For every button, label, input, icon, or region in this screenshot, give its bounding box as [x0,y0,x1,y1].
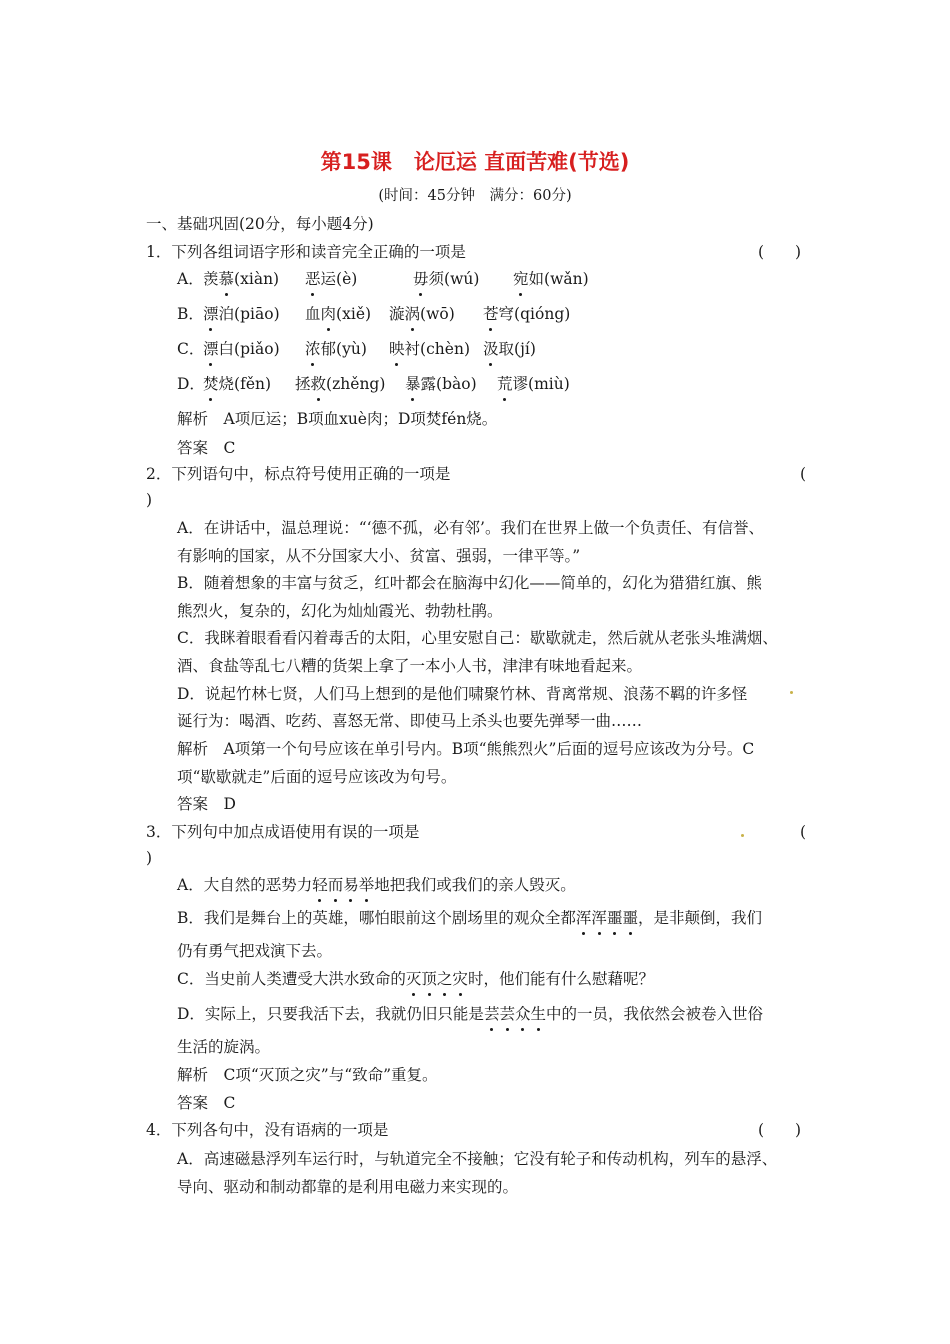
word-char: í [524,340,530,358]
emphasis-char: 芸 [483,1005,500,1023]
word-char: n [572,270,583,288]
q3-answer: 答案 C [177,1094,236,1112]
word-char: h [434,340,445,358]
word-char: c [426,340,435,358]
word-char: 荒 [497,375,513,393]
emphasis-char: 灭 [405,970,422,988]
word-char: ) [273,340,280,358]
word-char: g [369,375,380,393]
word-char: 宛 [513,270,529,288]
word-char: ) [529,340,536,358]
emphasis-char: 芸 [499,1005,515,1023]
dotted-idiom [312,876,374,894]
word-char: n [544,305,555,323]
q2-answer: 答案 D [177,795,236,813]
word-char: i [250,340,255,358]
page-title [0,148,950,176]
emphasis-char: 众 [514,1005,531,1023]
word-char: ) [265,375,272,393]
text-span: A．大自然的恶势力 [177,876,313,894]
word-char: ( [336,305,343,323]
word-char: g [554,305,565,323]
q2-line: 熊烈火，复杂的，幻化为灿灿霞光、勃勃杜鹃。 [177,602,503,620]
dotted-idiom [406,970,468,988]
text-span: 地把我们或我们的亲人毁灭。 [374,876,576,894]
word-char: i [248,270,254,288]
word-char: 郁 [320,340,337,358]
word-char: ) [564,305,571,323]
word-char: 毋 [413,270,429,288]
q2-analysis-cont: 项“歇歇就走”后面的逗号应该改为句号。 [177,768,457,786]
option-word [413,268,479,290]
word-char: n [359,375,370,393]
word-char: 拯 [295,375,311,393]
q2-line: C．我眯着眼看看闪着毒舌的太阳，心里安慰自己：歇歇就走，然后就从老张头堆满烟、 [177,629,778,647]
text-span: C．当史前人类遭受大洪水致命的 [177,970,406,988]
q1-analysis: 解析 A项厄运；B项血xuè肉；D项焚fén烧。 [177,410,498,428]
word-char: ǎ [255,340,265,358]
emphasis-char: 举 [358,876,375,894]
q1-stem: 1．下列各组词语字形和读音完全正确的一项是 [146,243,466,261]
option-label: D． [177,375,205,393]
word-char: 衬 [404,340,421,358]
word-char: 慕 [218,270,235,288]
option-word [497,373,570,395]
word-char: 露 [420,375,437,393]
word-char: ( [444,270,451,288]
option-word [203,268,279,290]
word-char: i [548,375,554,393]
q3-option-b-cont: 仍有勇气把戏演下去。 [177,942,333,960]
dotted-idiom [576,909,638,927]
emphasis-char: 浑 [591,909,607,927]
q2-analysis: 解析 A项第一个句号应该在单引号内。B项“熊熊烈火”后面的逗号应该改为分号。C [177,740,755,758]
text-span: D．实际上，只要我活下去，我就仍旧只能是 [177,1005,484,1023]
emphasis-char: 易 [343,876,359,894]
q2-stem: 2．下列语句中，标点符号使用正确的一项是 [146,465,451,483]
option-label: B． [177,305,204,323]
emphasis-char: 噩 [606,909,623,927]
word-char: ( [514,305,521,323]
word-char: è [342,270,352,288]
q4-answer-blank: ( ) [758,1121,802,1139]
option-word [513,268,589,290]
text-span: ，是非颠倒，我们 [637,909,762,927]
word-char: w [550,270,564,288]
word-char: b [442,375,453,393]
word-char: n [255,375,266,393]
word-char: ( [420,305,427,323]
word-char: ó [535,305,545,323]
q2-line: A．在讲话中，温总理说：“‘德不孤，必有邻’。我们在世界上做一个负责任、有信誉、 [177,519,764,537]
word-char: ( [234,305,241,323]
word-char: ( [436,375,443,393]
lesson-title: 论厄运 直面苦难(节选) [413,150,630,174]
word-char: 救 [310,375,327,393]
q4-option-a-cont: 导向、驱动和制动都靠的是利用电磁力来实现的。 [177,1178,519,1196]
word-char: 漩 [389,305,405,323]
word-char: z [332,375,341,393]
word-char: à [452,375,462,393]
word-char: ) [463,340,470,358]
word-char: 白 [218,340,235,358]
word-char: ( [336,340,343,358]
word-char: ( [234,340,241,358]
option-label: A． [177,270,204,288]
option-word [389,303,455,325]
word-char: m [534,375,549,393]
text-span: 中的一员，我依然会被卷入世俗 [546,1005,764,1023]
option-word [295,373,385,395]
word-char: 谬 [512,375,529,393]
option-label: C． [177,340,205,358]
word-char: i [350,305,356,323]
word-char: ( [326,375,333,393]
q1-answer-blank: ( ) [758,243,802,261]
q1-answer: 答案 C [177,439,236,457]
emphasis-char: 灾 [452,970,468,988]
option-word [483,303,570,325]
option-word [389,338,470,360]
option-word [483,338,536,360]
q2-line: B．随着想象的丰富与贫乏，红叶都会在脑海中幻化——简单的，幻化为猎猎红旗、熊 [177,574,762,592]
word-char: n [453,340,464,358]
word-char: i [250,305,255,323]
option-word [405,373,477,395]
word-char: à [253,270,264,288]
word-char: ( [234,375,241,393]
option-word [305,303,371,325]
option-word [305,338,367,360]
q3-stem: 3．下列句中加点成语使用有误的一项是 [146,823,420,841]
word-char: h [340,375,351,393]
word-char: 漂 [203,305,219,323]
scan-speck [741,834,744,837]
word-char: ) [563,375,570,393]
q3-paren-close: ) [146,849,153,867]
word-char: o [461,375,471,393]
option-word [305,268,357,290]
word-char: 烧 [218,375,235,393]
q1-option-d [177,373,877,395]
word-char: è [444,340,454,358]
word-char: 取 [498,340,515,358]
word-char: x [240,270,249,288]
q3-option-c [177,968,654,990]
word-char: 穹 [498,305,515,323]
word-char: ) [582,270,589,288]
word-char: x [342,305,351,323]
word-char: 苍 [483,305,499,323]
exam-meta: (时间：45分钟 满分：60分) [378,188,572,204]
word-char: ( [234,270,241,288]
word-char: 恶 [305,270,321,288]
word-char: p [240,305,251,323]
word-char: 如 [528,270,545,288]
q4-option-a: A．高速磁悬浮列车运行时，与轨道完全不接触；它没有轮子和传动机构，列车的悬浮、 [177,1150,778,1168]
word-char: i [530,305,535,323]
q3-option-a [177,874,576,896]
q3-option-d [177,1003,763,1025]
option-word [203,373,271,395]
word-char: ) [273,270,280,288]
emphasis-char: 而 [327,876,344,894]
q2-line: 有影响的国家，从不分国家大小、贫富、强弱，一律平等。” [177,547,581,565]
word-char: ) [360,340,367,358]
emphasis-char: 噩 [622,909,638,927]
word-char: ě [245,375,256,393]
word-char: 暴 [405,375,421,393]
word-char: ) [351,270,358,288]
word-char: ) [448,305,455,323]
word-char: j [520,340,525,358]
q2-line: 诞行为：喝酒、吃药、喜怒无常、即使马上杀头也要先弹琴一曲…… [177,712,643,730]
emphasis-char: 轻 [312,876,328,894]
word-char: w [450,270,464,288]
word-char: 漂 [203,340,219,358]
emphasis-char: 之 [436,970,453,988]
word-char: ú [463,270,474,288]
q3-analysis: 解析 C项“灭顶之灾”与“致命”重复。 [177,1066,438,1084]
word-char: p [240,340,251,358]
word-char: ( [528,375,535,393]
word-char: o [264,305,274,323]
word-char: ( [420,340,427,358]
word-char: 须 [428,270,445,288]
word-char: 焚 [203,375,219,393]
dotted-idiom [484,1005,546,1023]
emphasis-char: 顶 [421,970,437,988]
word-char: y [342,340,351,358]
word-char: ě [350,375,360,393]
word-char: ( [514,340,521,358]
word-char: 泊 [218,305,235,323]
word-char: 映 [389,340,405,358]
text-span: 时，他们能有什么慰藉呢？ [467,970,654,988]
word-char: o [264,340,274,358]
scan-speck [790,691,793,694]
lesson-number: 第15课 [320,150,392,174]
word-char: ( [544,270,551,288]
emphasis-char: 浑 [575,909,592,927]
q3-option-d-cont: 生活的旋涡。 [177,1038,271,1056]
section-heading: 一、基础巩固(20分，每小题4分) [146,215,374,233]
word-char: w [426,305,440,323]
q1-option-b [177,303,877,325]
word-char: n [263,270,274,288]
q3-option-b [177,907,762,929]
option-word [203,338,280,360]
word-char: ) [365,305,372,323]
word-char: f [240,375,246,393]
emphasis-char: 生 [530,1005,546,1023]
word-char: 汲 [483,340,499,358]
word-char: ō [439,305,449,323]
word-char: 浓 [305,340,321,358]
word-char: ù [553,375,564,393]
q1-option-a [177,268,877,290]
word-char: ǎ [563,270,573,288]
word-char: q [520,305,531,323]
q2-paren-open: ( [800,465,807,483]
word-char: 涡 [404,305,421,323]
word-char: ě [355,305,365,323]
word-char: 血 [305,305,321,323]
word-char: ) [470,375,477,393]
q2-line: D．说起竹林七贤，人们马上想到的是他们啸聚竹林、背离常规、浪荡不羁的许多怪 [177,685,748,703]
text-span: B．我们是舞台上的英雄，哪怕眼前这个剧场里的观众全都 [177,909,576,927]
q2-line: 酒、食盐等乱七八糟的货架上拿了一本小人书，津津有味地看起来。 [177,657,643,675]
word-char: ) [379,375,386,393]
q3-paren-open: ( [800,823,807,841]
option-word [203,303,280,325]
word-char: 羡 [203,270,219,288]
word-char: ) [473,270,480,288]
q4-stem: 4．下列各句中，没有语病的一项是 [146,1121,389,1139]
word-char: ) [273,305,280,323]
word-char: ā [255,305,265,323]
word-char: ù [350,340,361,358]
word-char: 肉 [320,305,337,323]
q2-paren-close: ) [146,491,153,509]
word-char: 运 [320,270,337,288]
q1-option-c [177,338,877,360]
word-char: ( [336,270,343,288]
